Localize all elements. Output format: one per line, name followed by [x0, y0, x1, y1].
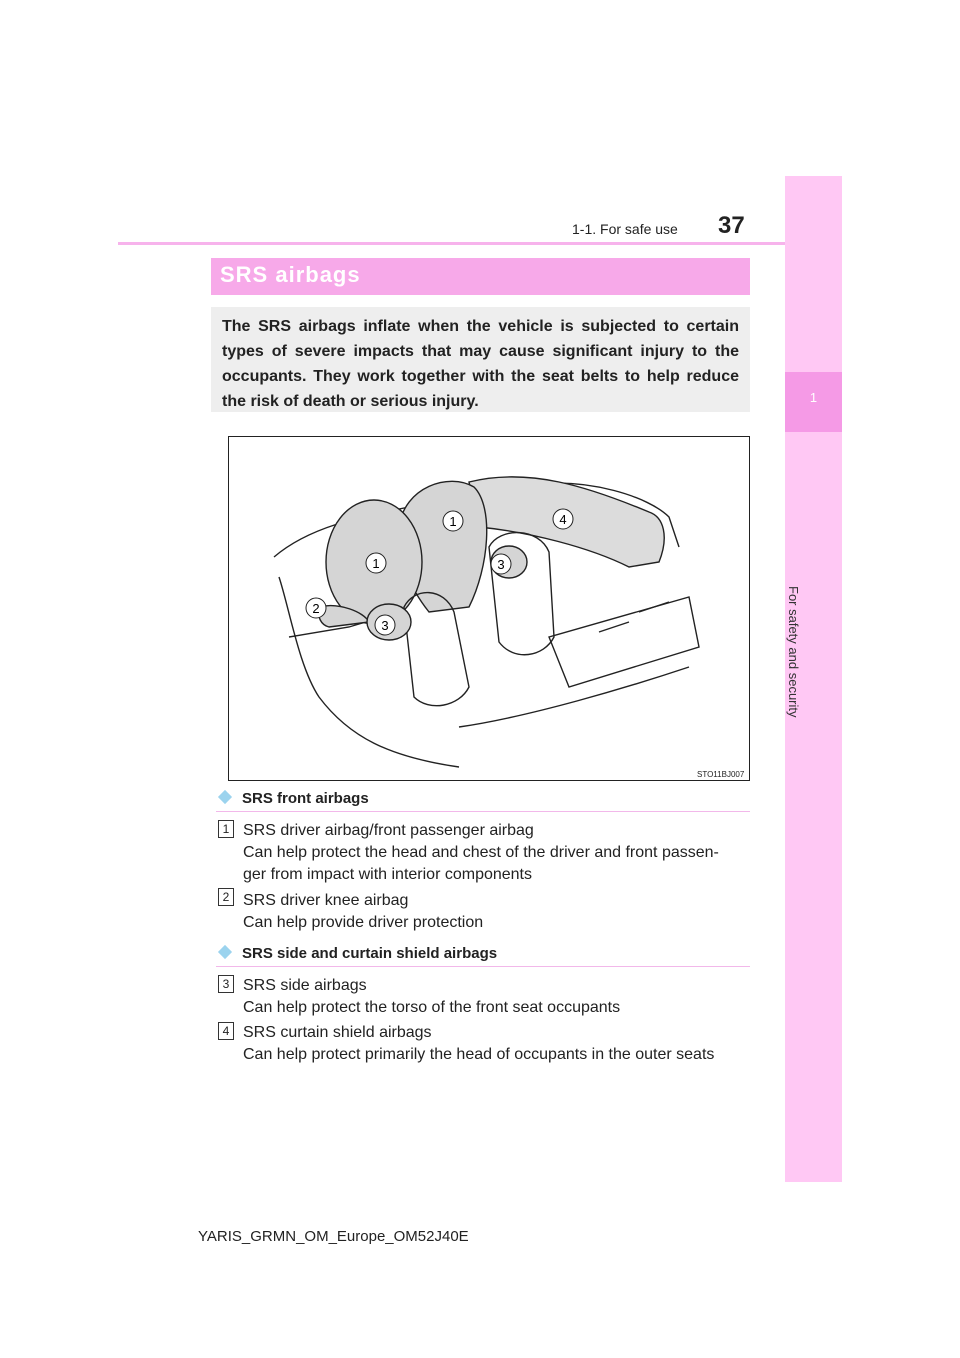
- svg-text:1: 1: [372, 556, 380, 571]
- item-title: SRS driver knee airbag: [243, 892, 409, 909]
- diamond-bullet-icon: [218, 945, 232, 959]
- item-side-airbag: [243, 975, 753, 1019]
- item-number-badge: 3: [218, 975, 234, 993]
- item-description-line: Can help protect primarily the head of occupants in the outer seats: [243, 1046, 715, 1063]
- callout-3-passenger-side: [491, 554, 511, 574]
- item-front-airbag: [243, 820, 753, 886]
- rear-seat-back: [549, 597, 699, 687]
- item-description-line: ger from impact with interior components: [243, 866, 532, 883]
- item-title: SRS side airbags: [243, 977, 367, 994]
- item-curtain-airbag: [243, 1022, 753, 1066]
- svg-text:1: 1: [449, 514, 457, 529]
- callout-1-driver: [366, 553, 386, 573]
- callout-2-knee: [306, 598, 326, 618]
- item-description-line: Can help protect the head and chest of the driver and front passen-: [243, 844, 719, 861]
- svg-text:3: 3: [497, 557, 505, 572]
- intro-text: The SRS airbags inflate when the vehicle is subjected to certain types of severe impacts that may cause significant injury to the occupants. They work together with the seat belts to help reduce the risk of death or serious injury.: [222, 318, 739, 410]
- item-number-badge: 2: [218, 888, 234, 906]
- footer-document-id: YARIS_GRMN_OM_Europe_OM52J40E: [198, 1228, 469, 1245]
- item-description-line: Can help provide driver protection: [243, 914, 484, 931]
- airbag-illustration: [228, 436, 750, 781]
- header-section: 1-1. For safe use: [572, 221, 678, 237]
- item-number-badge: 4: [218, 1022, 234, 1040]
- subheading-rule: [216, 966, 750, 967]
- item-title: SRS curtain shield airbags: [243, 1024, 432, 1041]
- subheading-rule: [216, 811, 750, 812]
- svg-text:3: 3: [381, 618, 389, 633]
- subheading-side-airbags: [216, 945, 497, 962]
- subheading-front-airbags: [216, 790, 369, 807]
- car-interior-drawing: [229, 437, 749, 780]
- svg-text:4: 4: [559, 512, 567, 527]
- item-knee-airbag: [243, 890, 753, 934]
- subheading-side-airbags-text: SRS side and curtain shield airbags: [242, 945, 498, 962]
- diamond-bullet-icon: [218, 790, 232, 804]
- svg-text:2: 2: [312, 601, 320, 616]
- rear-seat-cushion: [459, 667, 689, 727]
- subheading-front-airbags-text: SRS front airbags: [242, 790, 369, 807]
- callout-1-passenger: [443, 511, 463, 531]
- item-description-line: Can help protect the torso of the front seat occupants: [243, 999, 621, 1016]
- rear-headrests: [599, 602, 669, 632]
- figure-code: STO11BJ007: [697, 770, 745, 779]
- section-title: SRS airbags: [220, 262, 361, 287]
- callout-4-curtain: [553, 509, 573, 529]
- item-title: SRS driver airbag/front passenger airbag: [243, 822, 534, 839]
- header-rule: [118, 242, 842, 245]
- chapter-number: 1: [809, 390, 818, 405]
- callout-3-driver-side: [375, 615, 395, 635]
- item-number-badge: 1: [218, 820, 234, 838]
- page-number: 37: [718, 212, 745, 239]
- chapter-label: For safety and security: [786, 586, 801, 718]
